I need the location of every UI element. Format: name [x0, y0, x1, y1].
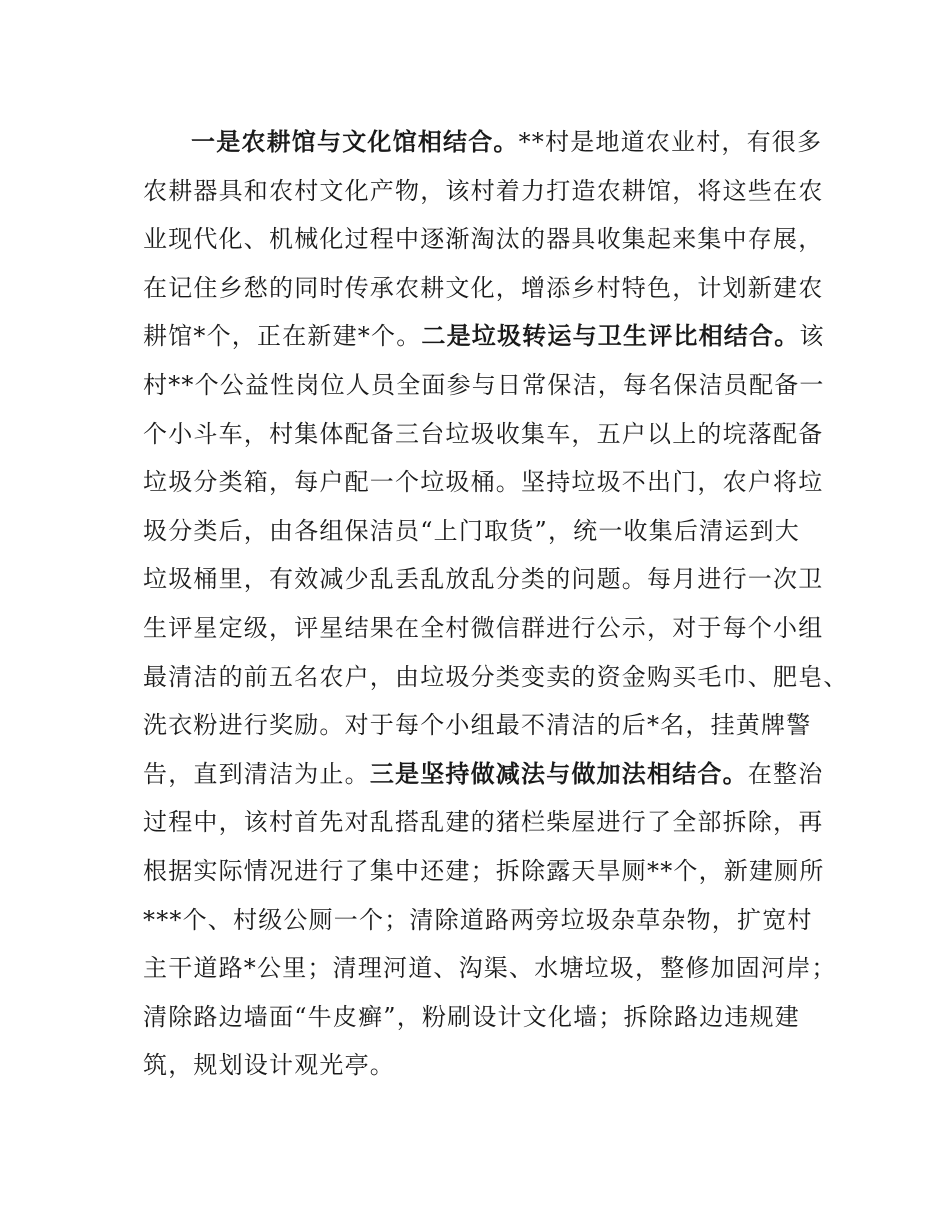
- text-segment: 清除路边墙面“牛皮癣”，粉刷设计文化墙；拆除路边违规建: [143, 1002, 800, 1031]
- text-segment: 在整治: [747, 759, 824, 788]
- section-heading: 三是坚持做减法与做加法相结合。: [369, 759, 748, 788]
- text-segment: 垃圾桶里，有效减少乱丢乱放乱分类的问题。每月进行一次卫: [143, 565, 824, 594]
- text-line: [143, 896, 833, 945]
- text-line: [143, 604, 833, 653]
- text-line: [143, 264, 833, 313]
- text-segment: 耕馆*个，正在新建*个。: [143, 322, 422, 351]
- text-line: [143, 993, 833, 1042]
- text-line: [143, 312, 833, 361]
- text-segment: 过程中，该村首先对乱搭乱建的猪栏柴屋进行了全部拆除，再: [143, 808, 824, 837]
- text-segment: 村**个公益性岗位人员全面参与日常保洁，每名保洁员配备一: [143, 370, 825, 399]
- text-segment: 在记住乡愁的同时传承农耕文化，增添乡村特色，计划新建农: [143, 273, 824, 302]
- text-line: [143, 847, 833, 896]
- text-line: [143, 215, 833, 264]
- text-line: [143, 361, 833, 410]
- text-line: [143, 410, 833, 459]
- text-line: [143, 653, 849, 702]
- text-line: [143, 701, 833, 750]
- text-segment: ***个、村级公厕一个；清除道路两旁垃圾杂草杂物，扩宽村: [143, 905, 813, 934]
- text-segment: 农耕器具和农村文化产物，该村着力打造农耕馆，将这些在农: [143, 176, 824, 205]
- text-segment: 圾分类后，由各组保洁员“上门取货”，统一收集后清运到大: [143, 516, 800, 545]
- text-segment: 洗衣粉进行奖励。对于每个小组最不清洁的后*名，挂黄牌警: [143, 711, 812, 740]
- text-segment: 筑，规划设计观光亭。: [143, 1051, 395, 1080]
- text-line: [143, 944, 837, 993]
- text-line: [143, 555, 833, 604]
- text-segment: 主干道路*公里；清理河道、沟渠、水塘垃圾，整修加固河岸；: [143, 954, 837, 983]
- text-line: [143, 1041, 833, 1090]
- text-segment: 垃圾分类箱，每户配一个垃圾桶。坚持垃圾不出门，农户将垃: [143, 468, 824, 497]
- text-line: [143, 167, 833, 216]
- text-line: [143, 507, 833, 556]
- text-segment: 该: [799, 322, 825, 351]
- text-segment: 生评星定级，评星结果在全村微信群进行公示，对于每个小组: [143, 613, 824, 642]
- text-segment: 告，直到清洁为止。: [143, 759, 370, 788]
- section-heading: 一是农耕馆与文化馆相结合。: [191, 128, 519, 156]
- text-segment: 业现代化、机械化过程中逐渐淘汰的器具收集起来集中存展，: [143, 225, 824, 254]
- text-segment: 最清洁的前五名农户，由垃圾分类变卖的资金购买毛巾、肥皂、: [143, 662, 849, 691]
- text-line: [143, 750, 833, 799]
- text-line: [143, 458, 833, 507]
- text-segment: 个小斗车，村集体配备三台垃圾收集车，五户以上的垸落配备: [143, 419, 824, 448]
- text-line: [143, 798, 833, 847]
- text-segment: 根据实际情况进行了集中还建；拆除露天旱厕**个，新建厕所: [143, 856, 825, 885]
- text-line: [143, 118, 833, 167]
- section-heading: 二是垃圾转运与卫生评比相结合。: [421, 322, 800, 351]
- body-paragraph: [143, 118, 849, 1090]
- text-segment: **村是地道农业村，有很多: [518, 128, 823, 156]
